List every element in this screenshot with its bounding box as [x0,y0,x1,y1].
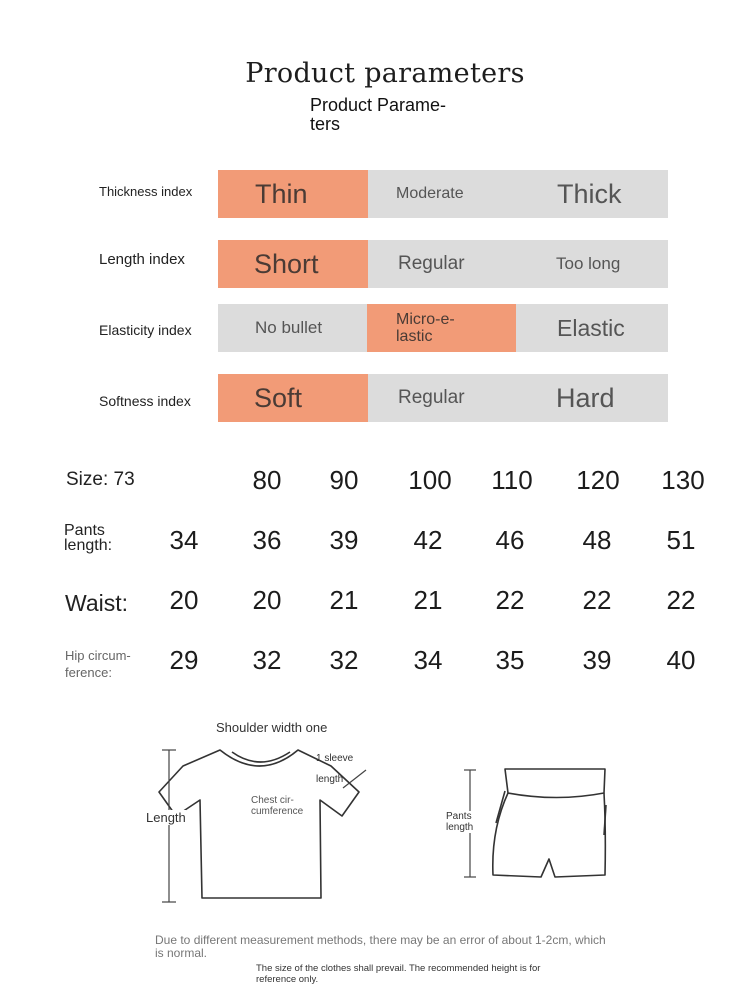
hip-cell: 32 [329,645,359,675]
pants-length-cell: 48 [582,525,612,555]
elasticity-index-label: Elasticity index [99,322,192,338]
hip-cell: 39 [582,645,612,675]
pants-length-label [64,523,112,553]
waist-cell: 20 [169,585,199,615]
pants-length-label-line-2: length: [64,537,113,554]
pants-length-cell: 39 [329,525,359,555]
note2-line-1: The size of the clothes shall prevail. The recommended height is for [256,963,541,974]
hip-circumference-label [65,647,131,681]
length-option-too-long: Too long [556,254,621,273]
size-cell: 80 [252,465,282,495]
shorts-outline [493,793,606,877]
size-cell: 100 [408,465,452,495]
waist-cell: 22 [495,585,525,615]
hip-label-line-1: Hip circum- [65,648,131,663]
waist-cell: 20 [252,585,282,615]
pants-diag-line-2: length [446,822,474,833]
elasticity-option-micro-elastic: Micro-e- lastic [367,304,516,352]
elasticity-index-bar [218,304,668,352]
note1-line-2: is normal. [155,946,208,960]
measurement-error-note [155,934,606,960]
shoulder-width-label: Shoulder width one [216,720,328,735]
page-title: Product parameters [245,58,525,89]
chest-label-line-2: cumference [251,806,304,817]
shorts-waistband [505,769,605,798]
softness-option-soft: Soft [218,374,368,422]
softness-option-regular: Regular [398,387,465,408]
softness-option-hard: Hard [556,382,615,413]
pants-length-cell: 46 [495,525,525,555]
thickness-option-thin: Thin [218,170,368,218]
sleeve-length-label [316,748,353,790]
note1-line-1: Due to different measurement methods, there may be an error of about 1-2cm, which [155,933,606,947]
waist-cell: 22 [582,585,612,615]
pants-length-cell: 42 [413,525,443,555]
softness-index-label: Softness index [99,393,191,409]
tshirt-length-label: Length [146,810,186,825]
hip-cell: 32 [252,645,282,675]
page-subtitle [310,96,480,134]
subtitle-line-1: Product Parame- [310,95,447,115]
waist-cell: 22 [666,585,696,615]
chest-label-line-1: Chest cir- [251,795,294,806]
thickness-index-label: Thickness index [99,184,193,199]
subtitle-line-2: ters [310,114,341,134]
length-option-regular: Regular [398,253,465,274]
thickness-index-bar [218,170,668,218]
length-option-short: Short [218,240,368,288]
pants-length-cell: 51 [666,525,696,555]
hip-cell: 40 [666,645,696,675]
hip-cell: 34 [413,645,443,675]
size-label: Size: 73 [66,469,135,490]
length-index-bar [218,240,668,288]
size-cell: 130 [661,465,705,495]
elasticity-option-elastic: Elastic [557,314,625,341]
waist-cell: 21 [329,585,359,615]
pants-length-cell: 34 [169,525,199,555]
pants-diag-line-1: Pants [446,811,472,822]
size-prevail-note [256,963,540,985]
pants-length-diagram-label [446,811,473,833]
pants-length-label-line-1: Pants [64,522,105,539]
softness-index-bar [218,374,668,422]
elasticity-option-no-bullet: No bullet [255,318,323,337]
waist-label: Waist: [65,590,129,616]
hip-cell: 35 [495,645,525,675]
pants-length-cell: 36 [252,525,282,555]
size-cell: 90 [329,465,359,495]
waist-cell: 21 [413,585,443,615]
thickness-option-thick: Thick [557,178,622,209]
sleeve-label-line-1: 1 sleeve [316,753,354,764]
size-cell: 110 [491,465,533,495]
shorts-left-pocket [496,791,505,823]
size-cell: 120 [576,465,620,495]
hip-label-line-2: ference: [65,665,112,680]
length-index-label: Length index [99,251,185,268]
hip-cell: 29 [169,645,199,675]
note2-line-2: reference only. [256,974,319,985]
chest-circumference-label [251,795,303,817]
thickness-option-moderate: Moderate [396,185,464,202]
sleeve-label-line-2: length [316,774,344,785]
shorts-diagram [455,765,615,885]
